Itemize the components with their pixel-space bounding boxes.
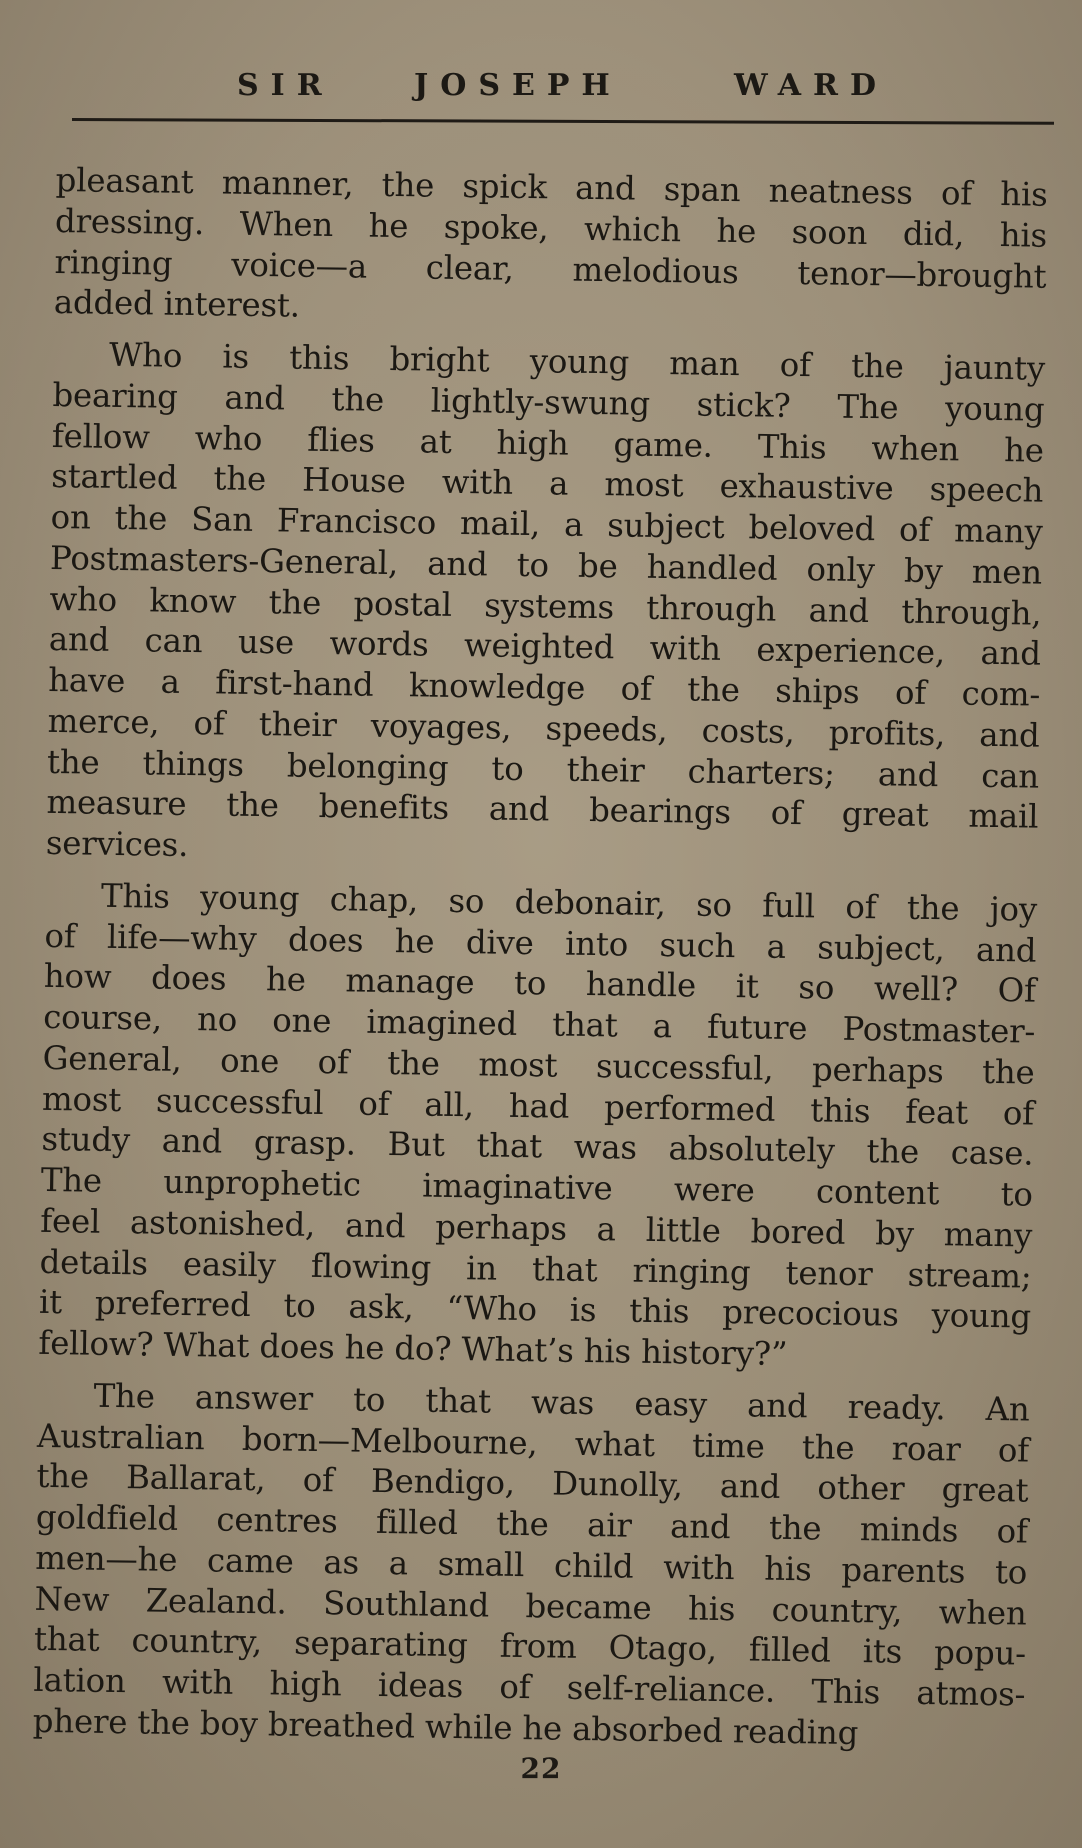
body-text: [33, 160, 1048, 1756]
text-line: ringing voice—a clear, melodious tenor—brought: [54, 242, 1047, 296]
text-line: Who is this bright young man of the jaunty: [108, 335, 1046, 388]
text-line: New Zealand. Southland became his country, when: [34, 1579, 1027, 1633]
text-line: This young chap, so debonair, so full of the joy: [100, 876, 1038, 929]
running-title-word: WARD: [734, 68, 888, 103]
text-line: The answer to that was easy and ready. An: [93, 1376, 1030, 1429]
text-line: men—he came as a small child with his parents to: [34, 1538, 1028, 1592]
paragraph: [46, 334, 1046, 878]
text-line: General, one of the most successful, perhaps the: [42, 1038, 1035, 1092]
text-line: fellow who flies at high game. This when he: [51, 416, 1045, 470]
text-line: lation with high ideas of self-reliance. This atmos-: [33, 1660, 1026, 1714]
text-line: services.: [45, 823, 189, 865]
text-line: bearing and the lightly-swung stick? The young: [52, 375, 1045, 429]
text-line: merce, of their voyages, speeds, costs, profits, and: [47, 701, 1040, 755]
header-rule: [72, 118, 1054, 125]
text-line: measure the benefits and bearings of great mail: [46, 783, 1039, 836]
running-title-word: SIR: [237, 68, 334, 103]
text-line: startled the House with a most exhaustive speech: [51, 457, 1044, 510]
text-line: it preferred to ask, “Who is this precocious young: [38, 1283, 1032, 1336]
paragraph: [33, 1375, 1030, 1756]
text-line: Postmasters-General, and to be handled only by men: [49, 538, 1043, 592]
text-line: the Ballarat, of Bendigo, Dunolly, and other great: [36, 1457, 1029, 1510]
text-line: The unprophetic imaginative were content to: [40, 1160, 1034, 1214]
text-line: details easily flowing in that ringing tenor stream;: [39, 1242, 1032, 1296]
text-line: added interest.: [53, 283, 301, 325]
text-line: fellow? What does he do? What’s his history?”: [38, 1323, 788, 1373]
text-line: the things belonging to their charters; and can: [46, 742, 1040, 796]
text-line: course, no one imagined that a future Postmaster-: [43, 997, 1036, 1051]
text-line: who know the postal systems through and through,: [49, 579, 1042, 633]
paragraph: [38, 875, 1037, 1379]
text-line: of life—why does he dive into such a subject, and: [44, 916, 1037, 970]
text-line: how does he manage to handle it so well? Of: [43, 957, 1037, 1010]
running-title-word: JOSEPH: [414, 68, 622, 103]
text-line: goldfield centres filled the air and the minds of: [35, 1497, 1029, 1551]
text-line: most successful of all, had performed this feat of: [41, 1079, 1035, 1133]
text-line: phere the boy breathed while he absorbed reading: [32, 1701, 859, 1752]
text-line: feel astonished, and perhaps a little bored by many: [39, 1201, 1033, 1255]
text-line: Australian born—Melbourne, what time the roar of: [36, 1416, 1030, 1470]
text-line: that country, separating from Otago, filled its popu-: [33, 1620, 1027, 1673]
text-line: dressing. When he spoke, which he soon did, his: [54, 201, 1048, 255]
text-line: on the San Francisco mail, a subject beloved of many: [50, 497, 1043, 551]
text-line: and can use words weighted with experience, and: [48, 620, 1042, 673]
page-number: 22: [520, 1752, 562, 1785]
text-line: pleasant manner, the spick and span neatness of his: [55, 160, 1048, 214]
text-line: study and grasp. But that was absolutely the case.: [41, 1120, 1034, 1173]
text-line: have a first-hand knowledge of the ships of com-: [48, 660, 1041, 714]
paragraph: [54, 160, 1048, 338]
running-header: [72, 68, 1054, 124]
